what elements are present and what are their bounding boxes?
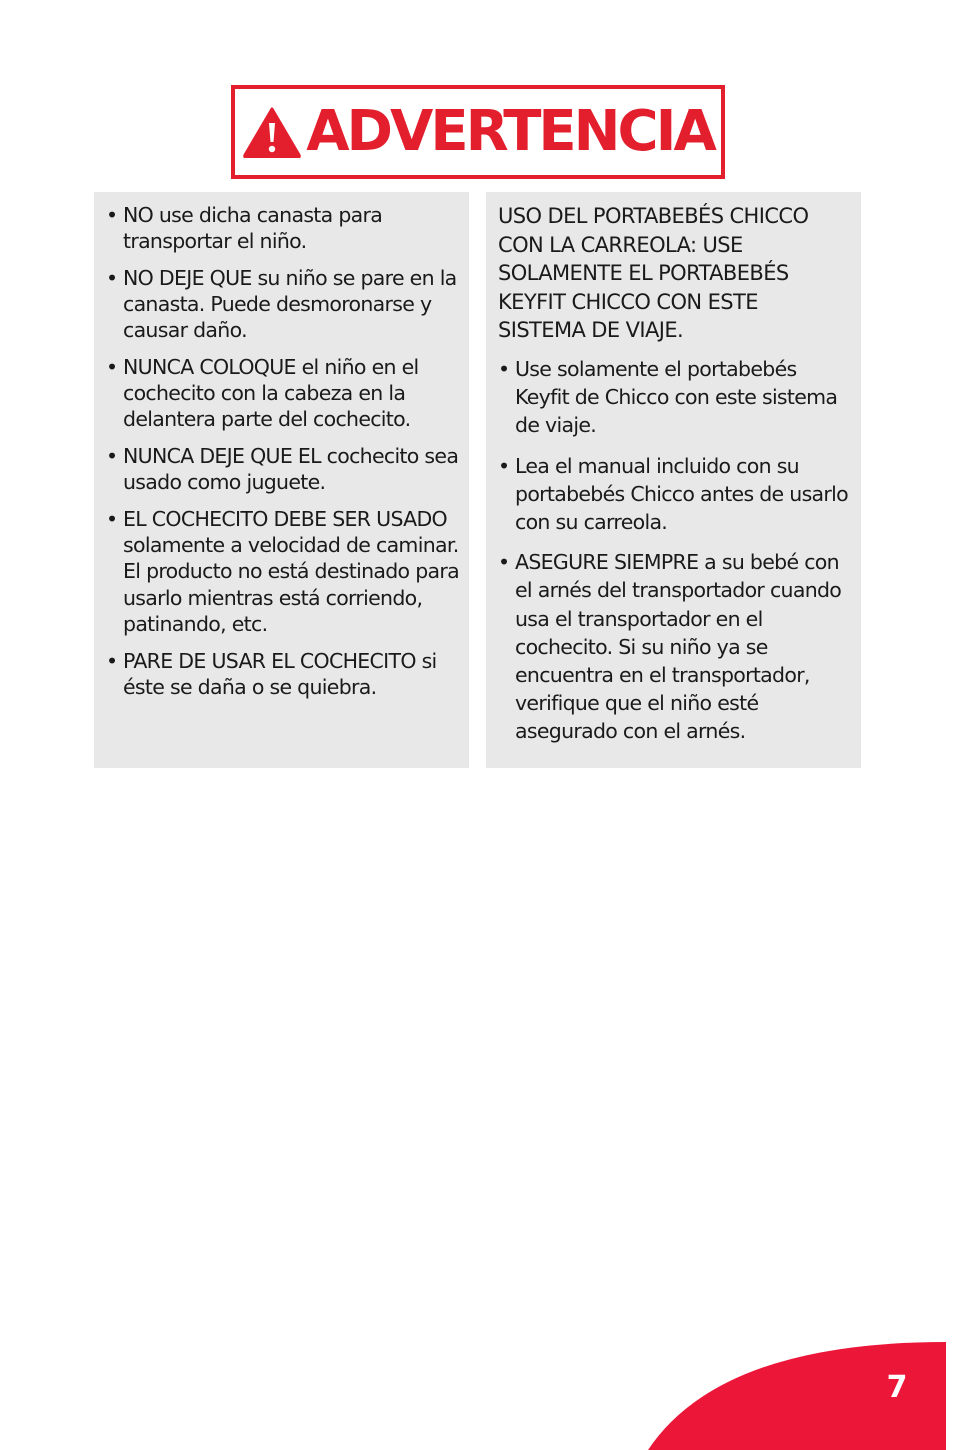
list-item-text: PARE DE USAR EL COCHECITO si éste se daña o se quiebra.	[123, 648, 437, 699]
list-item-text: Lea el manual incluido con su portabebés Chicco antes de usarlo con su carreola.	[515, 453, 848, 534]
banner-title: ADVERTENCIA	[306, 99, 714, 164]
list-item: • NO DEJE QUE su niño se pare en la canasta. Puede desmoronarse y causar daño.	[106, 265, 461, 344]
page-number: 7	[886, 1370, 908, 1405]
list-item-text: NO use dicha canasta para transportar el niño.	[123, 203, 383, 254]
list-item: • NUNCA DEJE QUE EL cochecito sea usado como juguete.	[106, 443, 461, 495]
list-item: • EL COCHECITO DEBE SER USADO solamente a velocidad de caminar. El producto no está destinado para usarlo mientras está corriendo, patinando, etc.	[106, 506, 461, 637]
panel-intro: USO DEL PORTABEBÉS CHICCO CON LA CARREOLA: USE SOLAMENTE EL PORTABEBÉS KEYFIT CHICCO CON ESTE SISTEMA DE VIAJE.	[498, 204, 809, 343]
list-item: • PARE DE USAR EL COCHECITO si éste se daña o se quiebra.	[106, 648, 461, 700]
list-item: • NUNCA COLOQUE el niño en el cochecito con la cabeza en la delantera parte del cochecito.	[106, 354, 461, 433]
list-item-text: ASEGURE SIEMPRE a su bebé con el arnés del transportador cuando usa el transportador en el cochecito. Si su niño ya se encuentra en el transportador, verifique que el niño esté asegurado con el arnés.	[515, 550, 842, 744]
list-item: • ASEGURE SIEMPRE a su bebé con el arnés del transportador cuando usa el transportador en el cochecito. Si su niño ya se encuentra en el transportador, verifique que el niño esté asegurado con el arnés.	[498, 548, 849, 745]
list-item-text: Use solamente el portabebés Keyfit de Chicco con este sistema de viaje.	[515, 356, 838, 438]
list-item-text: NO DEJE QUE su niño se pare en la canasta. Puede desmoronarse y causar daño.	[123, 265, 457, 343]
list-item-text: NUNCA COLOQUE el niño en el cochecito con la cabeza en la delantera parte del cochecito.	[123, 355, 419, 432]
list-item: • Lea el manual incluido con su portabebés Chicco antes de usarlo con su carreola.	[498, 452, 849, 537]
list-item-text: EL COCHECITO DEBE SER USADO solamente a velocidad de caminar. El producto no está destinado para usarlo mientras está corriendo, patinando, etc.	[123, 507, 459, 636]
list-item-text: NUNCA DEJE QUE EL cochecito sea usado como juguete.	[123, 444, 459, 495]
list-item: • NO use dicha canasta para transportar el niño.	[106, 202, 461, 254]
list-item: • Use solamente el portabebés Keyfit de Chicco con este sistema de viaje.	[498, 355, 849, 440]
